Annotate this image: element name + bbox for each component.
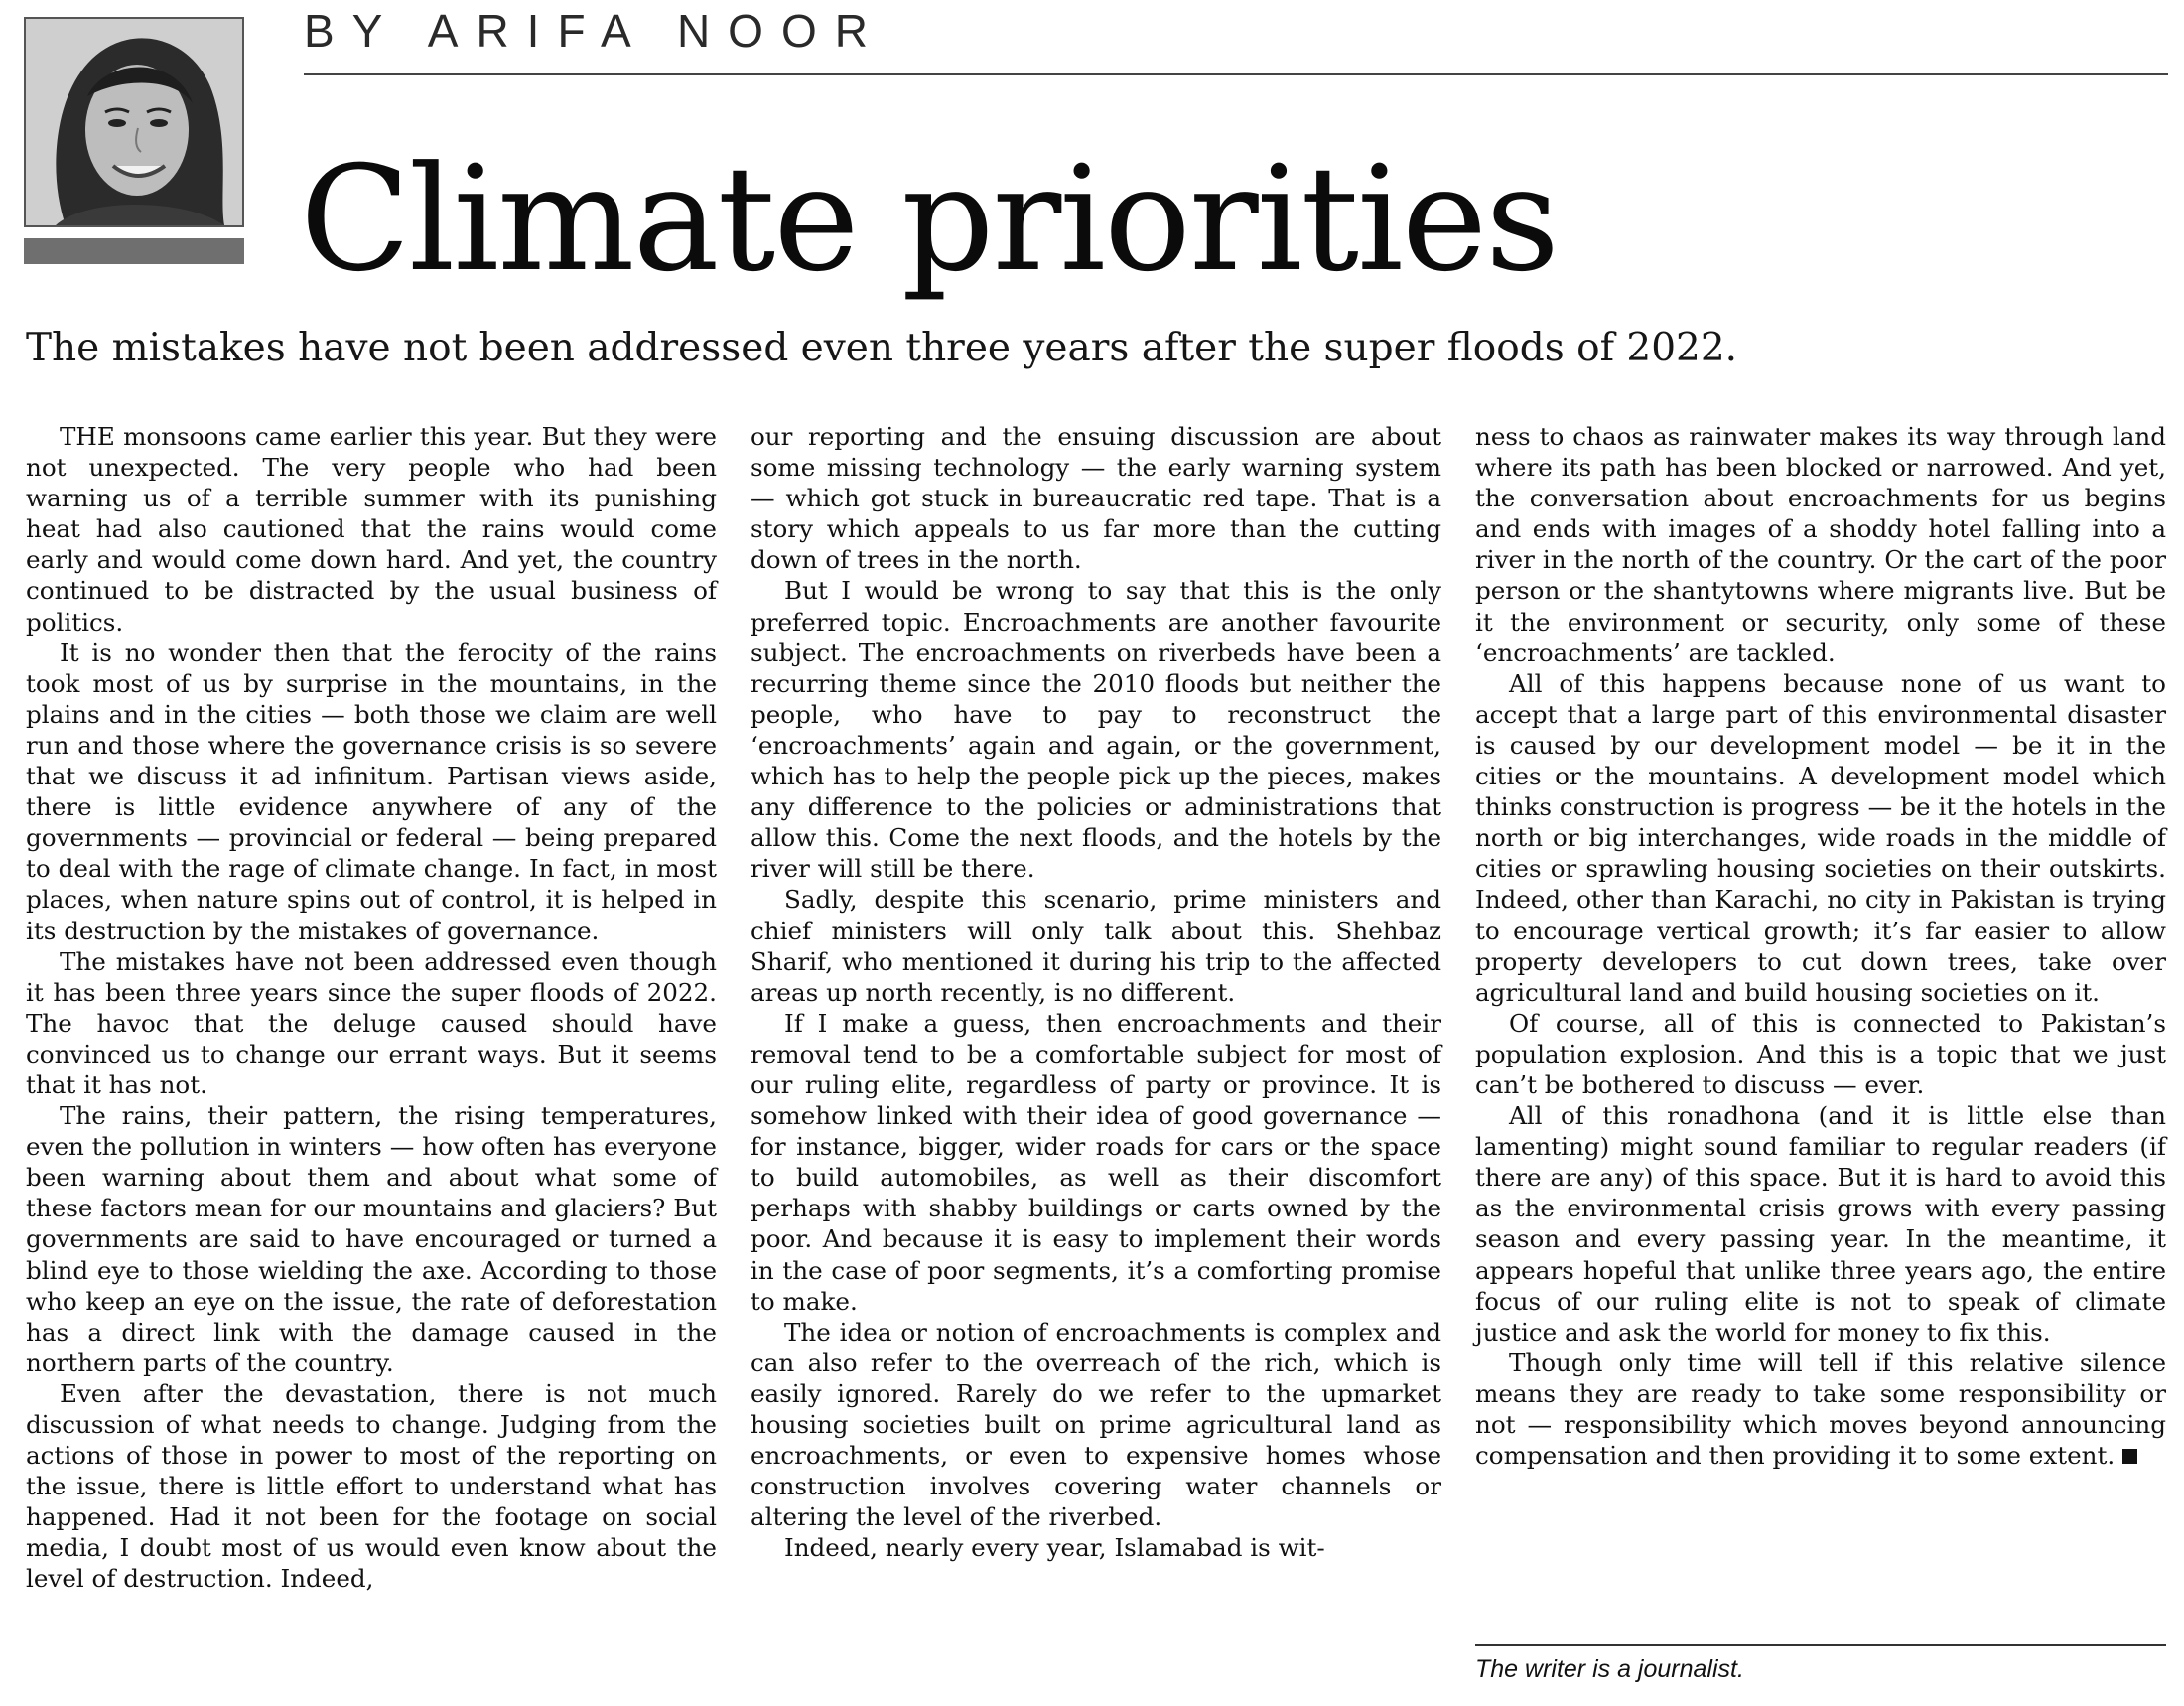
paragraph: THE monsoons came earlier this year. But they were not unexpected. The very people who had been warning us of a terrible summer with its punishing heat had also cautioned that the rains would come early and would come down hard. And yet, the country continued to be distracted by the usual business of politics. — [26, 422, 717, 637]
paragraph: Sadly, despite this scenario, prime ministers and chief ministers will only talk about this. Shehbaz Sharif, who mentioned it during his trip to the affected areas up north recently, is no different. — [751, 885, 1441, 1007]
article-column-3 — [1475, 421, 2166, 1471]
paragraph: But I would be wrong to say that this is the only preferred topic. Encroachments are another favourite subject. The encroachments on riverbeds have been a recurring theme since the 2010 floods but neither the people, who have to pay to reconstruct the ‘encroachments’ again and again, or the government, which has to help the people pick up the pieces, makes any difference to the policies or administrations that allow this. Come the next floods, and the hotels by the river will still be there. — [751, 576, 1441, 884]
paragraph: Even after the devastation, there is not much discussion of what needs to change. Judging from the actions of those in power to most of the reporting on the issue, there is little effort to understand what has happened. Had it not been for the footage on social media, I doubt most of us would even know about the level of destruction. Indeed, — [26, 1378, 717, 1594]
paragraph: The mistakes have not been addressed even though it has been three years since the super floods of 2022. The havoc that the deluge caused should have convinced us to change our errant ways. But it seems that it has not. — [26, 946, 717, 1099]
photo-caption-bar — [24, 238, 244, 264]
paragraph: All of this happens because none of us want to accept that a large part of this environmental disaster is caused by our development model — be it in the cities or the mountains. A development model which thinks construction is progress — be it the hotels in the north or big interchanges, wide roads in the middle of cities or sprawling housing societies on their outskirts. Indeed, other than Karachi, no city in Pakistan is trying to encourage vertical growth; it’s far easier to allow property developers to cut down trees, take over agricultural land and build housing societies on it. — [1475, 668, 2166, 1007]
paragraph: If I make a guess, then encroachments and their removal tend to be a comfortable subject for most of our ruling elite, regardless of party or province. It is somehow linked with their idea of good governance — for instance, bigger, wider roads for cars or the space to build automobiles, as well as their discomfort perhaps with shabby buildings or carts owned by the poor. And because it is easy to implement their words in the case of poor segments, it’s a comforting promise to make. — [751, 1008, 1441, 1316]
paragraph: The rains, their pattern, the rising temperatures, even the pollution in winters — how often has everyone been warning about them and about what some of these factors mean for our mountains and glaciers? But governments are said to have encouraged or turned a blind eye to those wielding the axe. According to those who keep an eye on the issue, the rate of deforestation has a direct link with the damage caused in the northern parts of the country. — [26, 1101, 717, 1377]
paragraph: Of course, all of this is connected to Pakistan’s population explosion. And this is a topic that we just can’t be bothered to discuss — ever. — [1475, 1008, 2166, 1099]
paragraph-final-text: Though only time will tell if this relative silence means they are ready to take some responsibility or not — responsibility which moves beyond announcing compensation and then providing it to some extent. — [1475, 1348, 2166, 1471]
byline-rule — [304, 73, 2168, 75]
writer-note: The writer is a journalist. — [1475, 1655, 1744, 1683]
subheadline: The mistakes have not been addressed even three years after the super floods of 2022. — [26, 326, 1738, 370]
paragraph: All of this ronadhona (and it is little else than lamenting) might sound familiar to regular readers (if there are any) of this space. But it is hard to avoid this as the environmental crisis grows with every passing season and every passing year. In the meantime, it appears hopeful that unlike three years ago, the entire focus of our ruling elite is not to speak of climate justice and ask the world for money to fix this. — [1475, 1101, 2166, 1347]
author-portrait-illustration — [26, 19, 242, 225]
paragraph-final — [1475, 1348, 2166, 1471]
end-mark-icon — [2122, 1449, 2137, 1464]
paragraph: our reporting and the ensuing discussion are about some missing technology — the early warning system — which got stuck in bureaucratic red tape. That is a story which appeals to us far more than the cutting down of trees in the north. — [751, 422, 1441, 575]
author-photo — [24, 17, 244, 227]
paragraph: ness to chaos as rainwater makes its way through land where its path has been blocked or narrowed. And yet, the conversation about encroachments for us begins and ends with images of a shoddy hotel falling into a river in the north of the country. Or the cart of the poor person or the shantytowns where migrants live. But be it the environment or security, only some of these ‘encroachments’ are tackled. — [1475, 422, 2166, 667]
footer-rule — [1475, 1644, 2166, 1646]
article-column-2 — [751, 421, 1441, 1563]
byline: BY ARIFA NOOR — [304, 5, 886, 57]
article-column-1 — [26, 421, 717, 1595]
paragraph: It is no wonder then that the ferocity of the rains took most of us by surprise in the mountains, in the plains and in the cities — both those we claim are well run and those where the governance crisis is so severe that we discuss it ad infinitum. Partisan views aside, there is little evidence anywhere of any of the governments — provincial or federal — being prepared to deal with the rage of climate change. In fact, in most places, when nature spins out of control, it is helped in its destruction by the mistakes of governance. — [26, 638, 717, 945]
paragraph: Indeed, nearly every year, Islamabad is wit- — [784, 1533, 1325, 1563]
paragraph: The idea or notion of encroachments is complex and can also refer to the overreach of the rich, which is easily ignored. Rarely do we refer to the upmarket housing societies built on prime agricultural land as encroachments, or even to expensive homes whose construction involves covering water channels or altering the level of the riverbed. — [751, 1317, 1441, 1532]
headline: Climate priorities — [300, 135, 1559, 304]
